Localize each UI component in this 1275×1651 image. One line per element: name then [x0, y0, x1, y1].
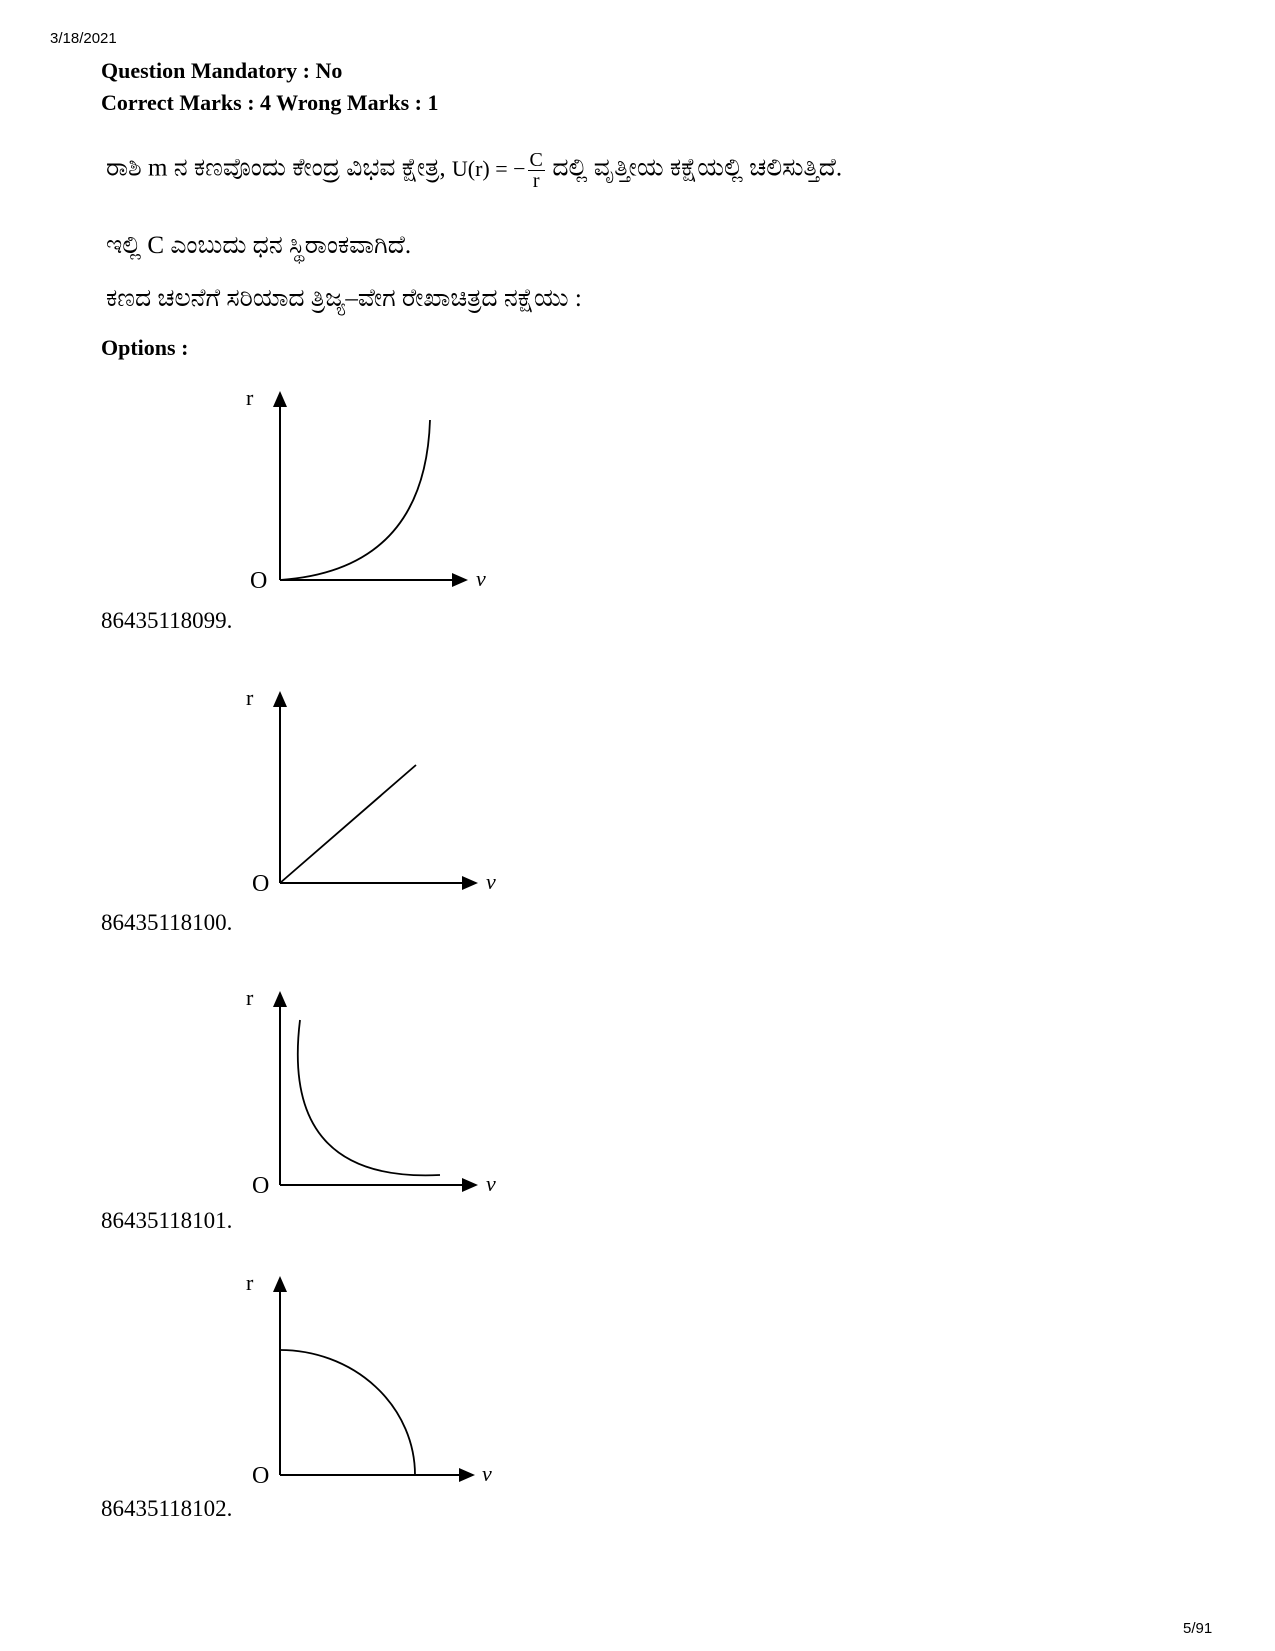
- origin-label: O: [252, 1173, 270, 1199]
- y-axis-arrow: [273, 691, 287, 707]
- y-axis-label: r: [246, 385, 254, 410]
- question-line-2: ಇಲ್ಲಿ C ಎಂಬುದು ಧನ ಸ್ಥಿರಾಂಕವಾಗಿದೆ.: [106, 232, 412, 259]
- option-id-1: 86435118099.: [101, 608, 233, 633]
- option-id-3: 86435118101.: [101, 1208, 233, 1233]
- x-axis-label: v: [486, 1171, 496, 1196]
- question-marks: Correct Marks : 4 Wrong Marks : 1: [101, 90, 439, 115]
- options-heading: Options :: [101, 335, 189, 360]
- option-graph-2: [240, 685, 500, 905]
- x-axis-label: v: [482, 1461, 492, 1486]
- origin-label: O: [252, 871, 270, 897]
- equation-numerator: C: [529, 149, 543, 171]
- x-axis-label: v: [486, 869, 496, 894]
- question-text-before-equation: ರಾಶಿ m ನ ಕಣವೊಂದು ಕೇಂದ್ರ ವಿಭವ ಕ್ಷೇತ್ರ,: [106, 154, 446, 182]
- curve-straight-line: [280, 765, 416, 883]
- page-number: 5/91: [1183, 1620, 1213, 1637]
- equation-denominator: r: [532, 170, 540, 192]
- equation-lhs: U(r) = −: [451, 155, 526, 181]
- x-axis-arrow: [459, 1468, 475, 1482]
- x-axis-arrow: [462, 876, 478, 890]
- print-date: 3/18/2021: [50, 30, 117, 47]
- curve-increasing: [280, 420, 430, 580]
- x-axis-arrow: [452, 573, 468, 587]
- curve-decreasing: [298, 1020, 440, 1175]
- question-line-1: [106, 150, 842, 191]
- origin-label: O: [250, 568, 268, 594]
- y-axis-label: r: [246, 1270, 254, 1295]
- option-graph-4: [240, 1270, 500, 1490]
- potential-equation: [451, 149, 553, 192]
- equation-fraction: [528, 150, 545, 191]
- y-axis-label: r: [246, 985, 254, 1010]
- origin-label: O: [252, 1463, 270, 1489]
- question-text-after-equation: ದಲ್ಲಿ ವೃತ್ತೀಯ ಕಕ್ಷೆಯಲ್ಲಿ ಚಲಿಸುತ್ತಿದೆ.: [552, 154, 843, 182]
- curve-quarter-circle: [280, 1350, 415, 1475]
- y-axis-arrow: [273, 991, 287, 1007]
- y-axis-arrow: [273, 1276, 287, 1292]
- y-axis-arrow: [273, 391, 287, 407]
- question-mandatory: Question Mandatory : No: [101, 58, 343, 83]
- x-axis-arrow: [462, 1178, 478, 1192]
- option-id-4: 86435118102.: [101, 1496, 233, 1521]
- option-graph-3: [240, 985, 500, 1205]
- x-axis-label: v: [476, 566, 486, 591]
- y-axis-label: r: [246, 685, 254, 710]
- option-graph-1: [240, 385, 500, 605]
- option-id-2: 86435118100.: [101, 910, 233, 935]
- question-line-3: ಕಣದ ಚಲನೆಗೆ ಸರಿಯಾದ ತ್ರಿಜ್ಯ–ವೇಗ ರೇಖಾಚಿತ್ರದ ನಕ್ಷೆಯು :: [106, 285, 582, 312]
